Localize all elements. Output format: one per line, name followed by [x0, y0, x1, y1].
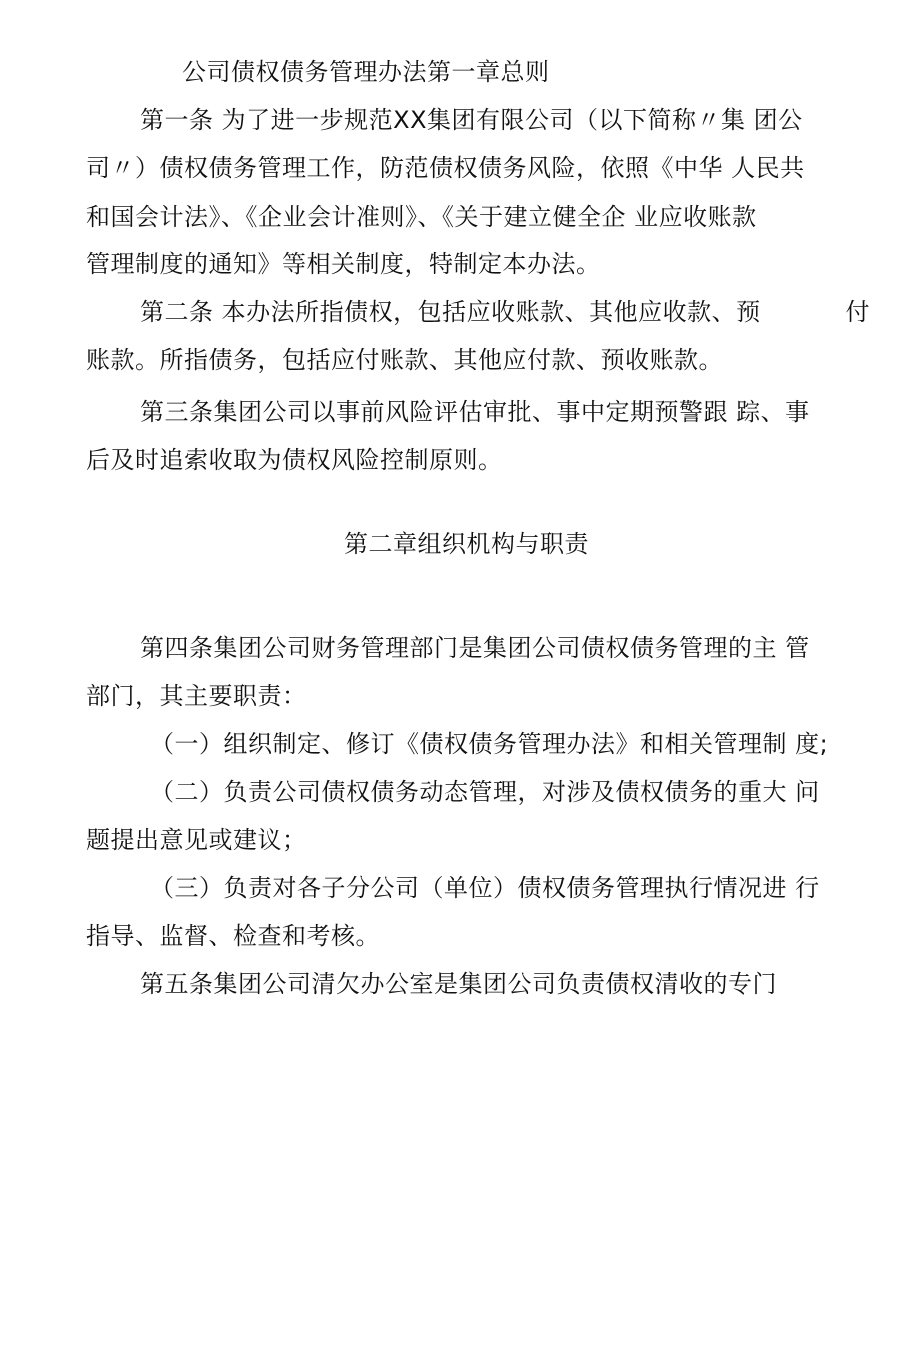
- article-4-item-3-line-1: （三）负责对各子分公司（单位）债权债务管理执行情况进 行: [150, 874, 820, 902]
- article-1-line-1: 第一条 为了进一步规范XX集团有限公司（以下简称〃集 团公: [140, 106, 803, 134]
- article-3-line-1: 第三条集团公司以事前风险评估审批、事中定期预警跟 踪、事: [140, 398, 810, 426]
- chapter-2-title: 第二章组织机构与职责: [344, 530, 589, 558]
- article-2-line-1-end: 付: [845, 298, 870, 326]
- article-4-line-2: 部门，其主要职责：: [86, 682, 307, 710]
- article-2-line-2: 账款。所指债务，包括应付账款、其他应付款、预收账款。: [86, 346, 723, 374]
- article-1-line-2: 司〃）债权债务管理工作，防范债权债务风险，依照《中华 人民共: [86, 154, 805, 182]
- article-3-line-2: 后及时追索收取为债权风险控制原则。: [86, 446, 503, 474]
- article-2-line-1: [140, 296, 870, 328]
- article-4-line-1: 第四条集团公司财务管理部门是集团公司债权债务管理的主 管: [140, 634, 810, 662]
- article-4-item-2-line-1: （二）负责公司债权债务动态管理，对涉及债权债务的重大 问: [150, 778, 820, 806]
- article-1-line-3: 和国会计法》、《企业会计准则》、《关于建立健全企 业应收账款: [86, 203, 757, 231]
- article-4-item-3-line-2: 指导、监督、检查和考核。: [86, 922, 380, 950]
- article-4-item-1: （一）组织制定、修订《债权债务管理办法》和相关管理制 度;: [150, 730, 829, 758]
- article-4-item-2-line-2: 题提出意见或建议；: [86, 826, 307, 854]
- article-5-line-1: 第五条集团公司清欠办公室是集团公司负责债权清收的专门: [140, 970, 777, 998]
- document-title: 公司债权债务管理办法第一章总则: [182, 58, 550, 86]
- article-1-line-4: 管理制度的通知》等相关制度，特制定本办法。: [86, 250, 601, 278]
- article-2-line-1-text: 第二条 本办法所指债权，包括应收账款、其他应收款、预: [140, 298, 761, 326]
